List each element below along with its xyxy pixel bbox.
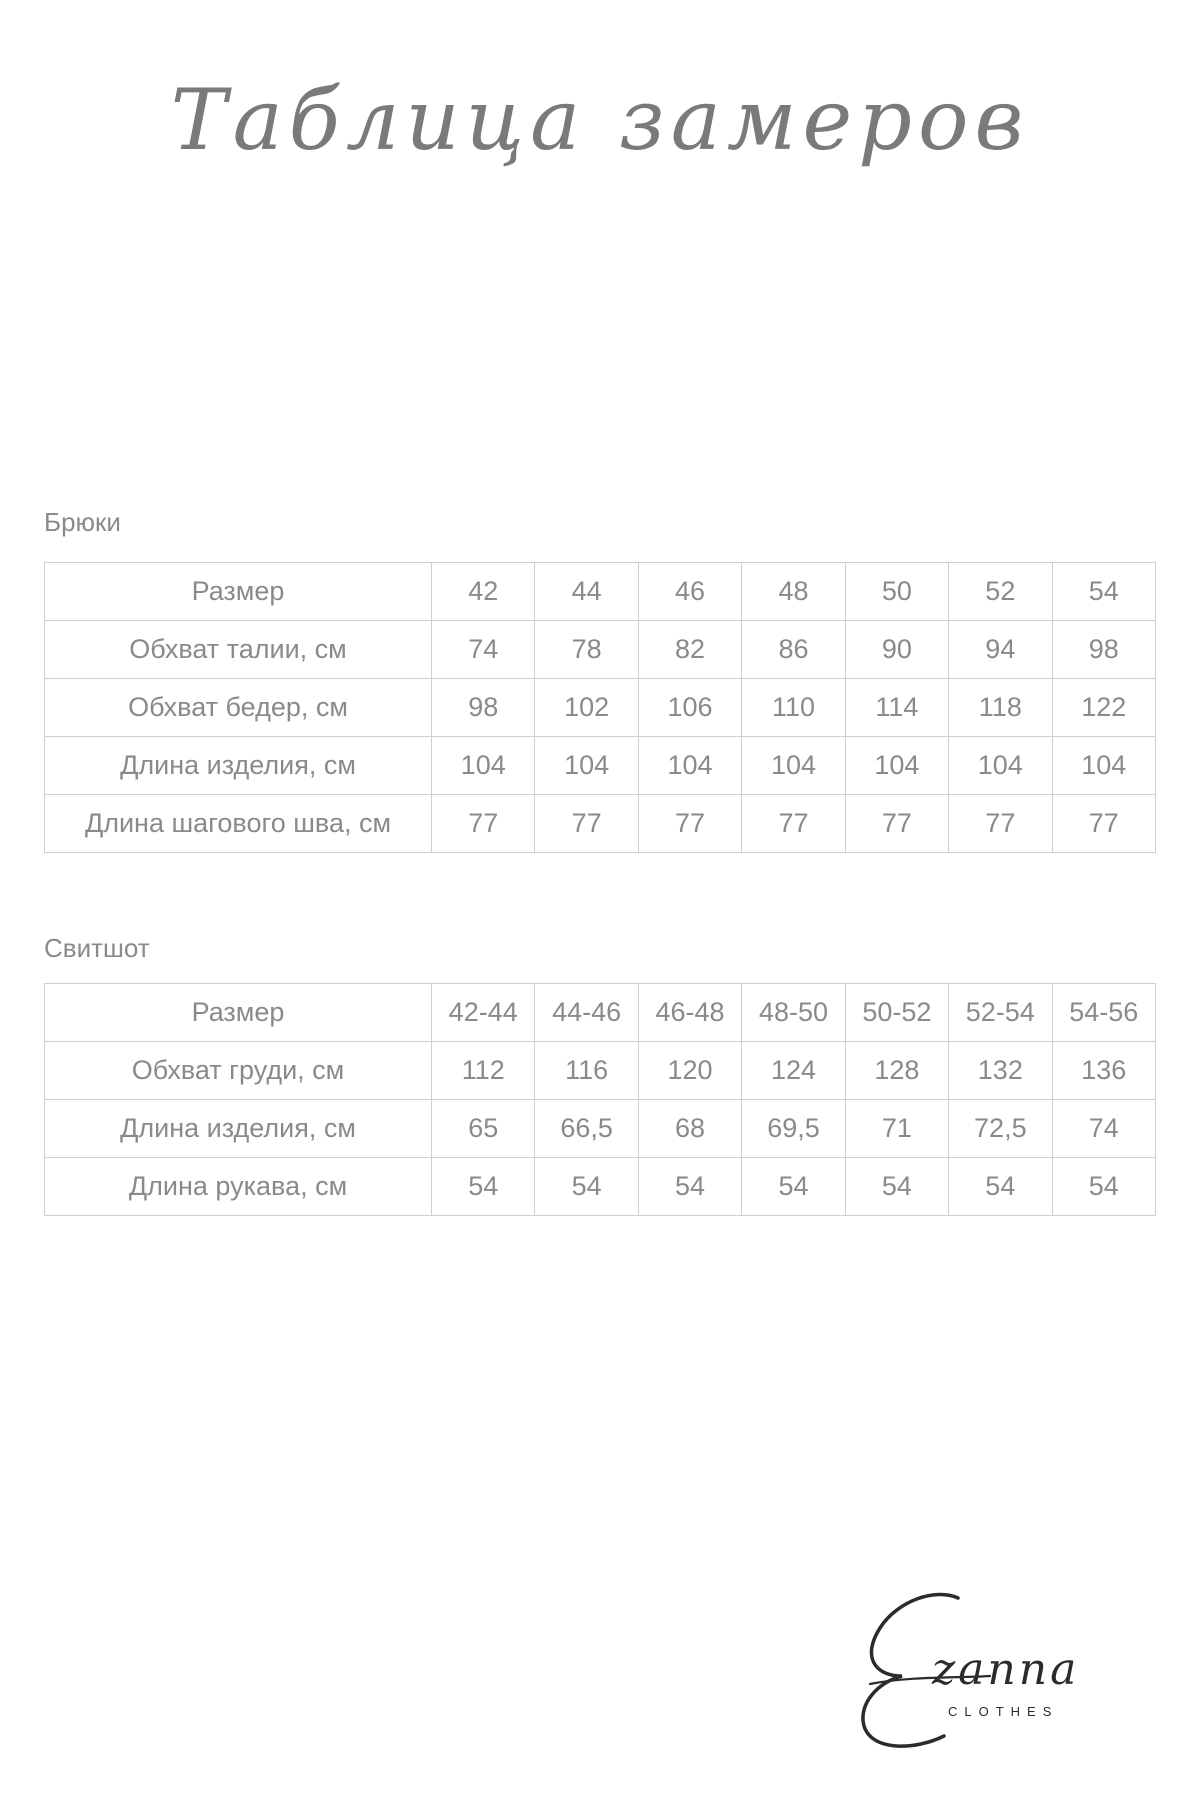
table-cell: 54 (949, 1158, 1052, 1216)
table-cell: 66,5 (535, 1100, 638, 1158)
row-label: Длина рукава, см (45, 1158, 432, 1216)
table-cell: 42-44 (432, 984, 535, 1042)
brand-logo-mark (840, 1580, 1120, 1760)
table-cell: 114 (845, 679, 948, 737)
table-cell: 48-50 (742, 984, 845, 1042)
table-cell: 77 (638, 795, 741, 853)
table-cell: 82 (638, 621, 741, 679)
table-cell: 71 (845, 1100, 948, 1158)
table-cell: 48 (742, 563, 845, 621)
table-row (45, 984, 1156, 1042)
table-cell: 86 (742, 621, 845, 679)
table-cell: 54-56 (1052, 984, 1155, 1042)
table-cell: 50-52 (845, 984, 948, 1042)
trousers-section-label: Брюки (44, 507, 121, 537)
table-cell: 54 (742, 1158, 845, 1216)
table-cell: 72,5 (949, 1100, 1052, 1158)
table-cell: 74 (432, 621, 535, 679)
table-cell: 90 (845, 621, 948, 679)
table-cell: 46-48 (638, 984, 741, 1042)
table-cell: 42 (432, 563, 535, 621)
table-row (45, 795, 1156, 853)
table-cell: 104 (949, 737, 1052, 795)
row-label: Длина изделия, см (45, 1100, 432, 1158)
row-label: Размер (45, 984, 432, 1042)
table-row (45, 679, 1156, 737)
table-row (45, 1042, 1156, 1100)
table-row (45, 1100, 1156, 1158)
table-cell: 50 (845, 563, 948, 621)
row-label: Обхват груди, см (45, 1042, 432, 1100)
table-cell: 77 (535, 795, 638, 853)
table-cell: 54 (845, 1158, 948, 1216)
table-cell: 54 (638, 1158, 741, 1216)
table-cell: 104 (845, 737, 948, 795)
table-cell: 44-46 (535, 984, 638, 1042)
row-label: Обхват бедер, см (45, 679, 432, 737)
table-cell: 65 (432, 1100, 535, 1158)
row-label: Длина изделия, см (45, 737, 432, 795)
table-cell: 54 (535, 1158, 638, 1216)
table-cell: 104 (1052, 737, 1155, 795)
table-cell: 77 (845, 795, 948, 853)
table-cell: 54 (1052, 563, 1155, 621)
table-cell: 128 (845, 1042, 948, 1100)
table-cell: 120 (638, 1042, 741, 1100)
row-label: Длина шагового шва, см (45, 795, 432, 853)
table-cell: 104 (638, 737, 741, 795)
sweatshirt-size-table (44, 983, 1156, 1216)
table-cell: 104 (535, 737, 638, 795)
table-row (45, 563, 1156, 621)
table-cell: 136 (1052, 1042, 1155, 1100)
sweatshirt-section-label: Свитшот (44, 933, 150, 963)
table-cell: 102 (535, 679, 638, 737)
table-cell: 77 (949, 795, 1052, 853)
table-cell: 68 (638, 1100, 741, 1158)
table-cell: 52 (949, 563, 1052, 621)
table-cell: 98 (1052, 621, 1155, 679)
table-cell: 77 (1052, 795, 1155, 853)
table-cell: 104 (742, 737, 845, 795)
table-cell: 116 (535, 1042, 638, 1100)
row-label: Обхват талии, см (45, 621, 432, 679)
table-cell: 112 (432, 1042, 535, 1100)
table-cell: 69,5 (742, 1100, 845, 1158)
svg-text:zanna: zanna (932, 1644, 1080, 1695)
table-cell: 52-54 (949, 984, 1052, 1042)
table-cell: 54 (1052, 1158, 1155, 1216)
table-cell: 132 (949, 1042, 1052, 1100)
table-row (45, 737, 1156, 795)
table-cell: 77 (432, 795, 535, 853)
svg-text:CLOTHES: CLOTHES (948, 1704, 1059, 1719)
table-cell: 124 (742, 1042, 845, 1100)
table-cell: 122 (1052, 679, 1155, 737)
table-row (45, 1158, 1156, 1216)
table-cell: 106 (638, 679, 741, 737)
table-cell: 74 (1052, 1100, 1155, 1158)
table-cell: 78 (535, 621, 638, 679)
table-cell: 110 (742, 679, 845, 737)
table-cell: 94 (949, 621, 1052, 679)
table-cell: 46 (638, 563, 741, 621)
table-cell: 44 (535, 563, 638, 621)
brand-logo (840, 1580, 1120, 1760)
table-row (45, 621, 1156, 679)
table-cell: 104 (432, 737, 535, 795)
table-cell: 54 (432, 1158, 535, 1216)
table-cell: 77 (742, 795, 845, 853)
table-cell: 98 (432, 679, 535, 737)
row-label: Размер (45, 563, 432, 621)
trousers-size-table (44, 562, 1156, 853)
page-title: Таблица замеров (170, 71, 1030, 169)
table-cell: 118 (949, 679, 1052, 737)
